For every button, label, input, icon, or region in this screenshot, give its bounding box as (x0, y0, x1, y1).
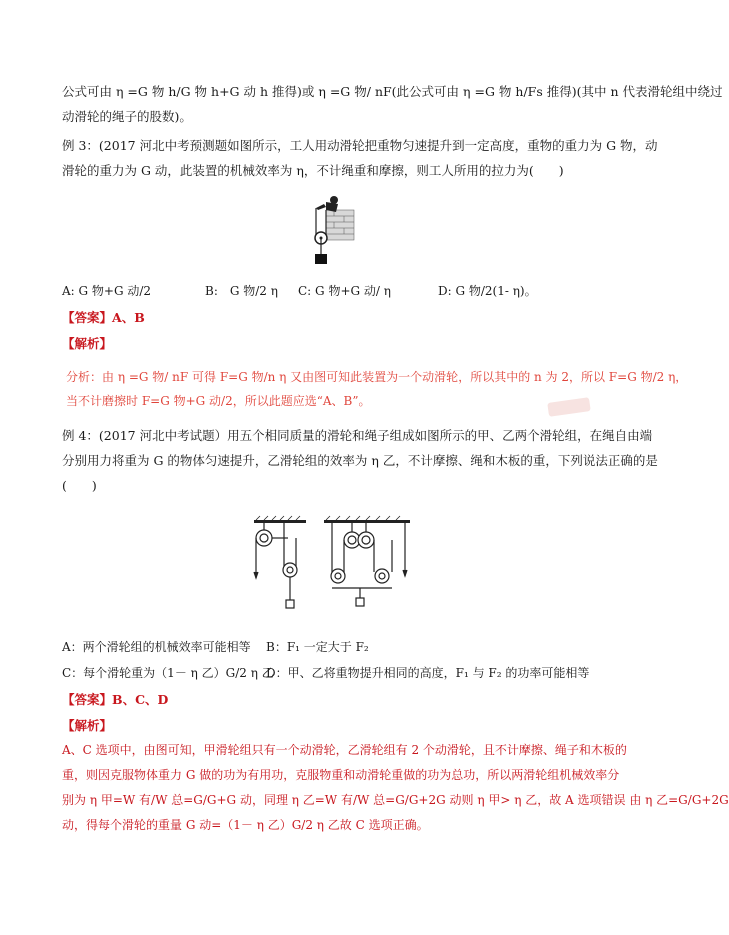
ceiling-left (254, 516, 306, 523)
worker-figure (316, 196, 338, 212)
ceiling-right (324, 516, 410, 523)
example3-option-b: B: G 物/2 η (205, 284, 278, 298)
example4-answer: 【答案】B、C、D (62, 692, 169, 707)
example3-analysis-label: 【解析】 (62, 336, 113, 351)
example4-option-c: C：每个滑轮重为（1－ η 乙）G/2 η 乙 (62, 666, 274, 680)
example3-option-d: D: G 物/2(1- η)。 (438, 284, 537, 298)
example4-analysis-line-2: 重，则因克服物体重力 G 做的功为有用功，克服物重和动滑轮重做的功为总功，所以两滑轮组机械效率分 (62, 768, 620, 782)
example4-option-d: D：甲、乙将重物提升相同的高度，F₁ 与 F₂ 的功率可能相等 (266, 666, 590, 680)
example4-line-1: 例 4：(2017 河北中考试题）用五个相同质量的滑轮和绳子组成如图所示的甲、乙两个滑轮组，在绳自由端 (62, 428, 653, 443)
pulley-systems-figure (240, 516, 426, 616)
example4-analysis-line-4: 动，得每个滑轮的重量 G 动=（1－ η 乙）G/2 η 乙故 C 选项正确。 (62, 818, 429, 832)
example4-analysis-line-1: A、C 选项中，由图可知，甲滑轮组只有一个动滑轮，乙滑轮组有 2 个动滑轮，且不计摩擦、绳子和木板的 (62, 743, 627, 757)
example4-option-b: B：F₁ 一定大于 F₂ (266, 640, 369, 654)
example4-line-2: 分别用力将重为 G 的物体匀速提升，乙滑轮组的效率为 η 乙，不计摩擦、绳和木板的重，下列说法正确的是 (62, 453, 658, 468)
example4-analysis-line-3: 别为 η 甲=W 有/W 总=G/G+G 动，同理 η 乙=W 有/W 总=G/G+2G 动则 η 甲> η 乙，故 A 选项错误 由 η 乙=G/G+2G (62, 793, 729, 807)
example4-line-3: ( ) (62, 478, 97, 493)
example3-analysis-line-1: 分析：由 η =G 物/ nF 可得 F=G 物/n η 又由图可知此装置为一个动滑轮，所以其中的 n 为 2，所以 F=G 物/2 η， (66, 370, 688, 384)
intro-line-1: 公式可由 η =G 物 h/G 物 h+G 动 h 推得)或 η =G 物/ nF(此公式可由 η =G 物 h/Fs 推得)(其中 n 代表滑轮组中绕过 (62, 84, 723, 99)
example3-line-1: 例 3：(2017 河北中考预测题如图所示，工人用动滑轮把重物匀速提升到一定高度，重物的重力为 G 物，动 (62, 138, 658, 153)
example3-analysis-box (62, 362, 688, 414)
example3-option-a: A: G 物+G 动/2 (62, 284, 152, 298)
movable-pulley-figure (296, 192, 356, 268)
example3-analysis-line-2: 当不计磨擦时 F=G 物+G 动/2，所以此题应选“A、B”。 (66, 394, 371, 408)
pulley-system-left (254, 523, 297, 608)
brick-wall (326, 210, 354, 240)
weight-block (315, 254, 327, 264)
example3-option-c: C: G 物+G 动/ η (298, 284, 391, 298)
intro-line-2: 动滑轮的绳子的股数)。 (62, 109, 192, 124)
pulley-system-right (331, 523, 407, 606)
example3-answer: 【答案】A、B (62, 310, 145, 325)
example4-analysis-label: 【解析】 (62, 718, 113, 733)
example3-line-2: 滑轮的重力为 G 动，此装置的机械效率为 η，不计绳重和摩擦，则工人所用的拉力为( ) (62, 163, 564, 178)
example4-option-a: A：两个滑轮组的机械效率可能相等 (62, 640, 251, 654)
